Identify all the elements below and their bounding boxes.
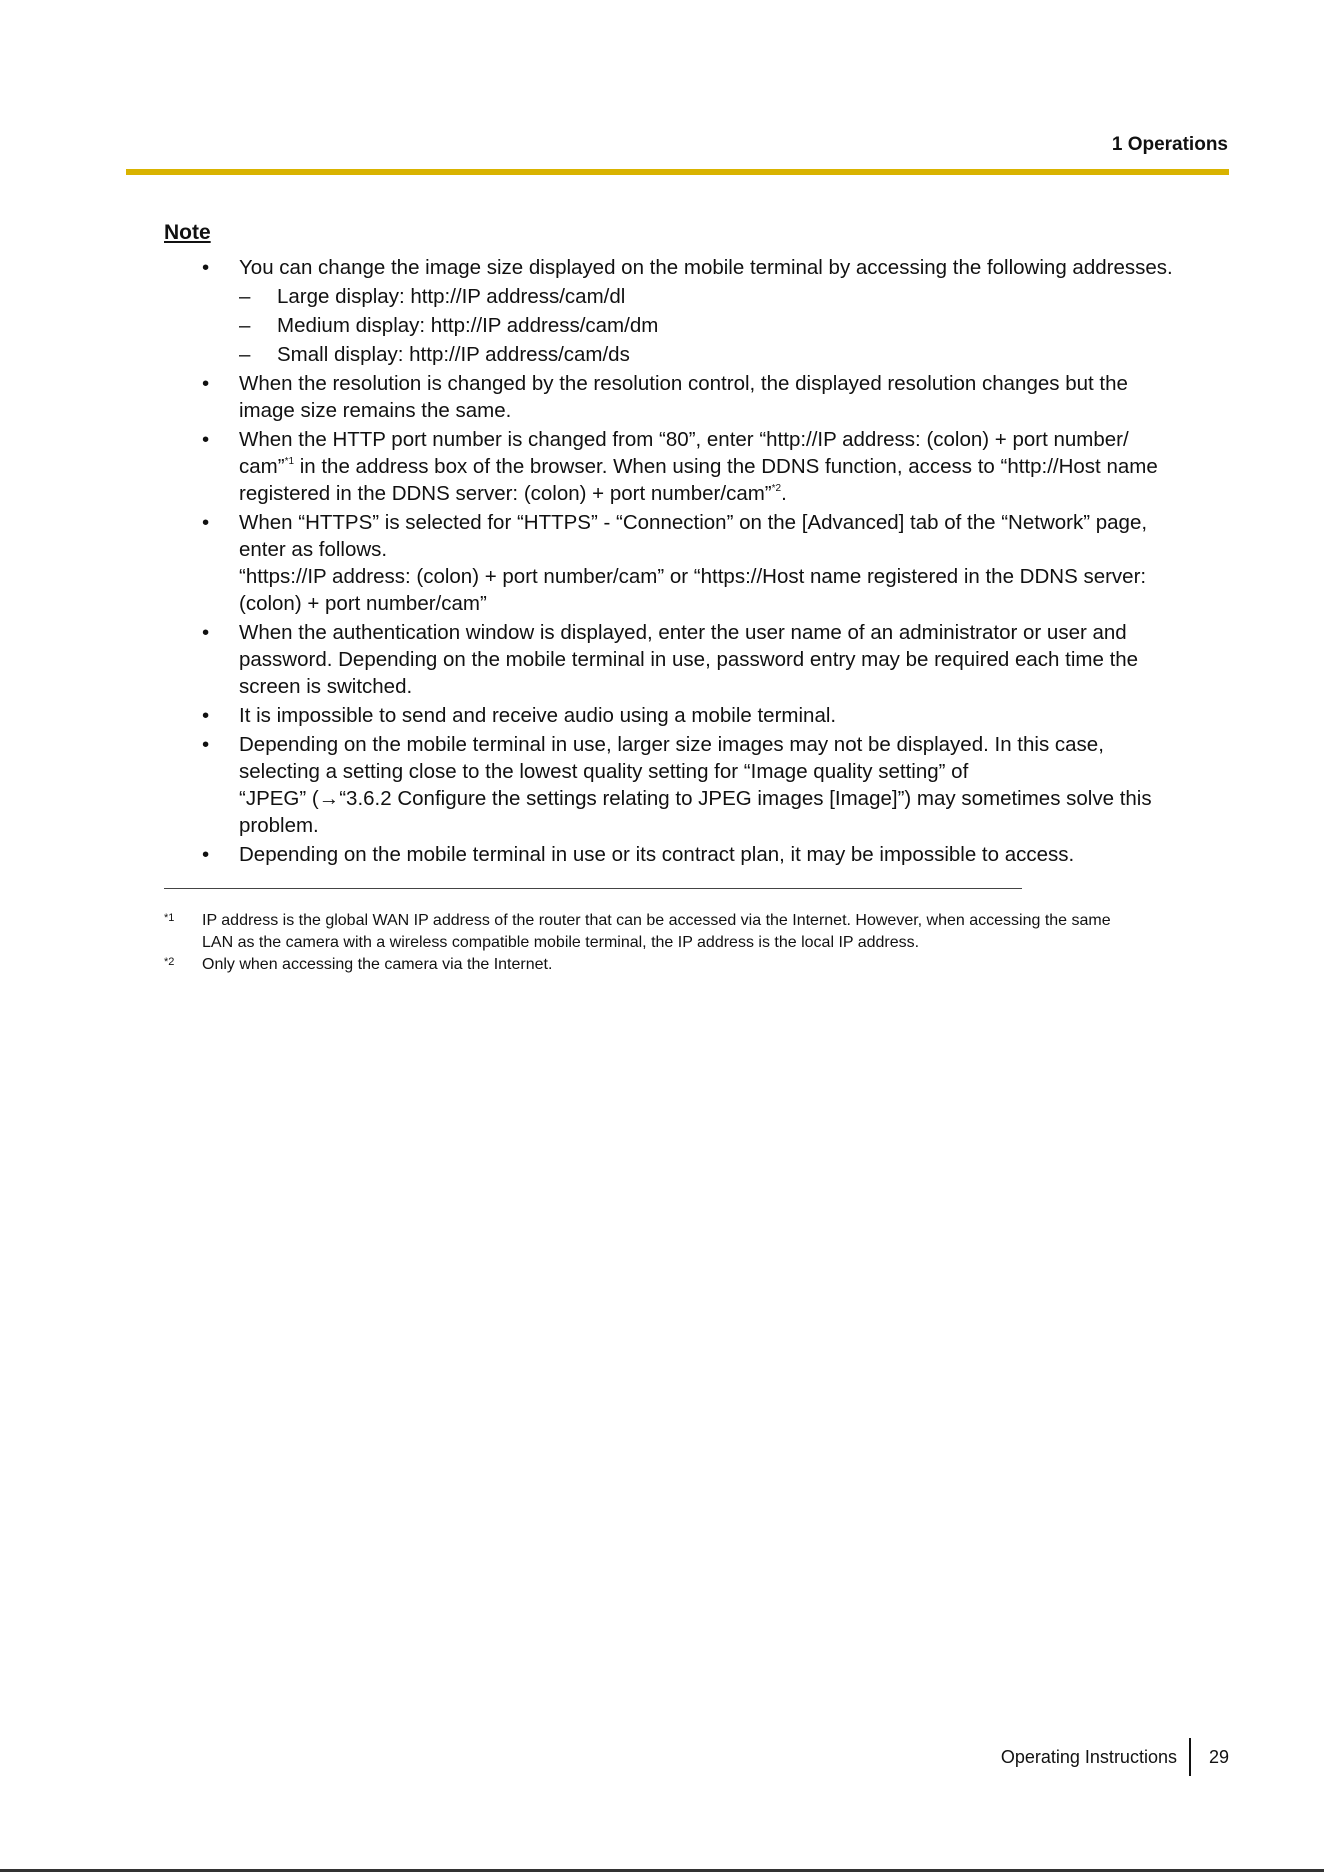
note-text: password. Depending on the mobile terminal in use, password entry may be required each time the	[239, 648, 1139, 671]
sub-item-text: Small display: http://IP address/cam/ds	[277, 343, 630, 366]
dash-icon: –	[239, 314, 251, 337]
display-size-list	[239, 283, 1230, 368]
note-item-large-images	[164, 731, 1230, 839]
note-text: registered in the DDNS server: (colon) + port number/cam”	[239, 482, 772, 505]
footnote-text: IP address is the global WAN IP address of the router that can be accessed via the Internet. However, when accessing the same	[202, 912, 1111, 929]
bullet-icon: •	[202, 428, 210, 451]
dash-icon: –	[239, 285, 251, 308]
note-heading: Note	[164, 221, 211, 244]
note-item-audio	[164, 702, 1230, 729]
note-text: When the HTTP port number is changed from “80”, enter “http://IP address: (colon) + port number/	[239, 428, 1129, 451]
note-text: You can change the image size displayed on the mobile terminal by accessing the following addresses.	[239, 256, 1173, 279]
footer-document-title: Operating Instructions	[1000, 1746, 1177, 1767]
footnote-text: Only when accessing the camera via the Internet.	[202, 956, 553, 973]
note-item-resolution	[164, 370, 1230, 424]
sub-item-text: Large display: http://IP address/cam/dl	[277, 285, 626, 308]
sub-item-text: Medium display: http://IP address/cam/dm	[277, 314, 659, 337]
footnote-ref-1: *1	[284, 456, 295, 467]
note-text: image size remains the same.	[239, 399, 512, 422]
note-text: enter as follows.	[239, 538, 388, 561]
note-text: cam”	[239, 455, 285, 478]
bullet-icon: •	[202, 733, 210, 756]
note-text: It is impossible to send and receive audio using a mobile terminal.	[239, 704, 837, 727]
note-text: “https://IP address: (colon) + port number/cam” or “https://Host name registered in the DDNS server:	[239, 565, 1147, 588]
note-text: When the authentication window is displayed, enter the user name of an administrator or user and	[239, 621, 1127, 644]
footnote-list	[164, 910, 1230, 976]
note-item-https	[164, 509, 1230, 617]
sub-item-medium-display	[239, 312, 1230, 339]
bullet-icon: •	[202, 621, 210, 644]
header-divider	[126, 169, 1229, 175]
page-number: 29	[1208, 1746, 1229, 1767]
bullet-icon: •	[202, 704, 210, 727]
note-text-line	[239, 480, 1230, 507]
sub-item-large-display	[239, 283, 1230, 310]
note-bullet-list	[164, 254, 1230, 870]
footnote-1	[164, 910, 1230, 954]
sub-item-small-display	[239, 341, 1230, 368]
note-text: problem.	[239, 814, 319, 837]
note-text: Depending on the mobile terminal in use or its contract plan, it may be impossible to access.	[239, 843, 1075, 866]
bullet-icon: •	[202, 843, 210, 866]
footnote-ref-2: *2	[771, 483, 782, 494]
note-text: selecting a setting close to the lowest quality setting for “Image quality setting” of	[239, 760, 969, 783]
note-text: When “HTTPS” is selected for “HTTPS” - “Connection” on the [Advanced] tab of the “Network” page,	[239, 511, 1148, 534]
footnote-marker: *2	[164, 956, 175, 968]
note-text: screen is switched.	[239, 675, 413, 698]
footer-divider	[1189, 1738, 1191, 1776]
note-item-http-port	[164, 426, 1230, 507]
note-text: When the resolution is changed by the resolution control, the displayed resolution changes but the	[239, 372, 1128, 395]
note-item-image-size	[164, 254, 1230, 368]
bullet-icon: •	[202, 372, 210, 395]
note-item-contract-plan	[164, 841, 1230, 868]
footnote-2	[164, 954, 1230, 976]
bullet-icon: •	[202, 256, 210, 279]
dash-icon: –	[239, 343, 251, 366]
footnote-text: LAN as the camera with a wireless compatible mobile terminal, the IP address is the local IP address.	[202, 934, 920, 951]
note-text: “JPEG” (→“3.6.2 Configure the settings relating to JPEG images [Image]”) may sometimes solve this	[239, 787, 1152, 810]
note-text: Depending on the mobile terminal in use, larger size images may not be displayed. In this case,	[239, 733, 1104, 756]
note-text: in the address box of the browser. When using the DDNS function, access to “http://Host name	[294, 455, 1158, 478]
footnote-marker: *1	[164, 912, 175, 924]
note-text: .	[781, 482, 787, 505]
note-item-authentication	[164, 619, 1230, 700]
bullet-icon: •	[202, 511, 210, 534]
footnote-divider	[164, 888, 1022, 889]
note-text-line	[239, 453, 1230, 480]
note-text: (colon) + port number/cam”	[239, 592, 487, 615]
page-footer	[1001, 1738, 1229, 1776]
section-header: 1 Operations	[1111, 134, 1228, 155]
